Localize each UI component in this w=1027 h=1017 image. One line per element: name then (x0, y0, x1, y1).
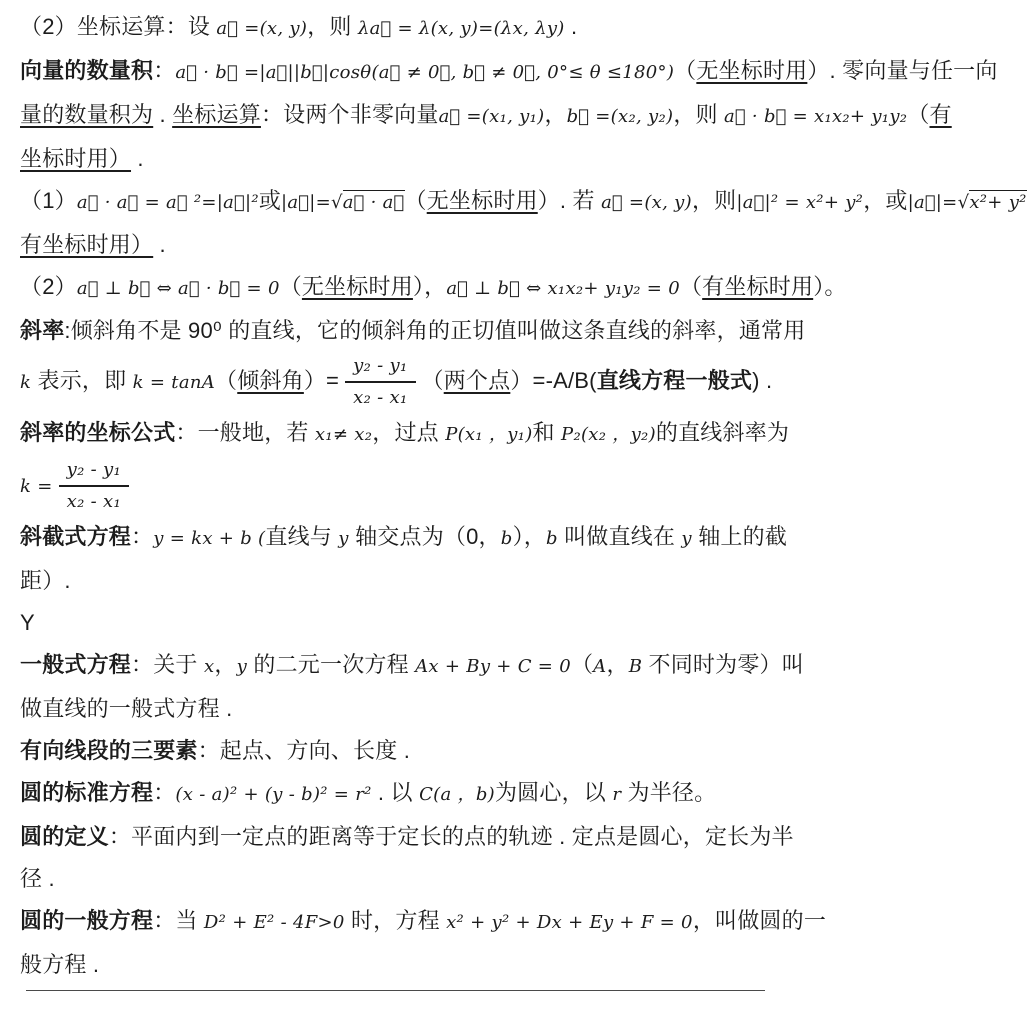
text-run: ）. 若 (537, 188, 602, 213)
text-run: . (153, 102, 173, 127)
text-run: 两个点 (443, 367, 511, 393)
document-content (20, 6, 1027, 986)
text-run: 距）. (20, 568, 71, 593)
text-run: b (545, 528, 558, 549)
text-run: x² + y² + Dx + Ey + F = 0 (446, 912, 693, 933)
text-run: 径 . (20, 866, 55, 891)
text-run: k = tanA (132, 371, 216, 393)
text-run: ， (606, 652, 629, 677)
text-run: （ (679, 274, 703, 299)
text-run: ，则 (673, 102, 725, 127)
text-run: 圆的标准方程 (20, 780, 154, 805)
text-run: 或 (258, 188, 282, 213)
text-run: ：平面内到一定点的距离等于定长的点的轨迹 . 定点是圆心，定长为半 (108, 824, 794, 849)
text-line (20, 352, 775, 412)
text-run: 有向线段的三要素 (20, 738, 198, 763)
text-run: （1） (20, 188, 77, 213)
text-run: ： (153, 58, 176, 83)
text-run: a⃗ · a⃗ = a⃗ ²=|a⃗|² (76, 192, 259, 213)
text-line (20, 688, 775, 730)
text-line (20, 602, 775, 644)
text-run: x (203, 656, 215, 677)
text-run: 坐标时用） (20, 146, 132, 171)
text-run: ， (214, 652, 237, 677)
text-run: ）。 (813, 274, 847, 299)
text-run: ）=-A/B( (510, 367, 597, 393)
text-run: 不同时为零）叫 (642, 652, 804, 677)
text-run: B (628, 656, 643, 677)
text-run: （ (421, 367, 444, 393)
text-run: a⃗ · b⃗ = x₁x₂+ y₁y₂ (724, 106, 908, 127)
text-run: ) . (752, 367, 773, 393)
text-run: 般方程 . (20, 952, 100, 977)
text-run: （ (404, 188, 427, 213)
text-run: ： (153, 780, 176, 805)
sqrt-expression: √a⃗ · a⃗ (331, 192, 405, 213)
text-run: A (593, 656, 607, 677)
text-run: y (338, 528, 349, 549)
text-line (20, 516, 788, 560)
text-run: 为圆心，以 (494, 780, 613, 805)
text-line (20, 816, 794, 858)
text-run: (x - a)² + (y - b)² = r² (175, 784, 372, 805)
text-run: （ (570, 652, 594, 677)
text-run: a⃗ ⊥ b⃗ ⇔ x₁x₂+ y₁y₂ = 0 (446, 278, 680, 299)
text-run: 的直线斜率为 (655, 420, 790, 445)
text-run: |a⃗|= (907, 192, 958, 213)
text-run: 斜截式方程 (20, 524, 132, 549)
text-run: y (681, 528, 692, 549)
text-run: ， (544, 102, 567, 127)
text-line (20, 94, 952, 138)
text-run: . (131, 146, 144, 171)
text-run: （ (215, 367, 238, 393)
text-run: 做直线的一般式方程 . (20, 696, 233, 721)
text-run: :倾斜角不是 90⁰ 的直线，它的倾斜角的正切值叫做这条直线的斜率，通常用 (64, 318, 806, 343)
text-run: ：关于 (131, 652, 204, 677)
text-line (20, 180, 1027, 224)
text-run: r (612, 784, 622, 805)
text-run: 有坐标时用） (20, 232, 154, 257)
text-run: 和 (532, 420, 562, 445)
text-run: ，或 (863, 188, 908, 213)
text-run: Y (20, 610, 35, 635)
sqrt-expression: √x²+ y² (957, 192, 1027, 213)
divider-line (26, 990, 765, 991)
text-run: 轴上的截 (691, 524, 788, 549)
text-run: λa⃗ = λ(x, y)=(λx, λy) (357, 18, 565, 39)
text-line (20, 456, 775, 516)
text-run: a⃗ =(x, y) (216, 18, 308, 39)
text-run: 无坐标时用 (696, 58, 808, 83)
text-run: 斜率的坐标公式 (20, 420, 176, 445)
text-run: 叫做直线在 (557, 524, 682, 549)
text-line (20, 224, 775, 266)
fraction: $\frac{\text{y₂ - y₁}}{\text{x₂ - x₁}}$ (59, 458, 129, 514)
text-run: 倾斜角 (237, 367, 304, 393)
text-run: 圆的定义 (20, 824, 109, 849)
text-line (20, 266, 847, 310)
text-run: ）. 零向量与任一向 (807, 58, 998, 83)
text-run: x₁≠ x₂ (314, 424, 373, 445)
text-run: 时，方程 (344, 908, 447, 933)
text-run: 直线方程一般式 (596, 367, 753, 393)
text-run: （2）坐标运算：设 (20, 14, 217, 39)
text-run: a⃗ ⊥ b⃗ ⇔ a⃗ · b⃗ = 0 (76, 278, 280, 299)
text-run: 轴交点为（0， (348, 524, 501, 549)
text-run: ，则 (307, 14, 358, 39)
text-run: ）= (303, 367, 340, 393)
text-run: P₂(x₂ ，y₂) (561, 424, 656, 445)
text-line (20, 944, 775, 986)
text-run: 的二元一次方程 (247, 652, 416, 677)
text-line (20, 730, 775, 772)
text-line (20, 900, 827, 944)
text-run: . (564, 14, 578, 39)
text-run: ，叫做圆的一 (692, 908, 827, 933)
text-run: 无坐标时用 (301, 274, 413, 299)
text-run: P(x₁ ，y₁) (445, 424, 533, 445)
text-run: a⃗ · b⃗ =|a⃗||b⃗|cosθ(a⃗ ≠ 0⃗, b⃗ ≠ 0⃗, 0°≤ θ ≤180°) (175, 62, 675, 83)
text-run: a⃗ =(x₁, y₁) (438, 106, 545, 127)
text-run: 圆的一般方程 (20, 908, 154, 933)
text-run: 坐标运算 (172, 102, 261, 127)
text-line (20, 138, 775, 180)
text-run: ：设两个非零向量 (260, 102, 439, 127)
text-run: a⃗ =(x, y) (601, 192, 692, 213)
text-run: k = (20, 475, 53, 497)
text-run: （ (674, 58, 697, 83)
fraction: $\frac{\text{y₂ - y₁}}{\text{x₂ - x₁}}$ (345, 354, 415, 410)
text-line (20, 50, 998, 94)
text-run: y = kx + b ( (153, 528, 266, 549)
text-run: （ (279, 274, 302, 299)
text-line (20, 412, 790, 456)
text-run: |a⃗|² = x²+ y² (736, 192, 864, 213)
text-run: . (153, 232, 166, 257)
text-run: 有 (929, 102, 952, 127)
text-run: 一般式方程 (20, 652, 132, 677)
text-run: ，则 (691, 188, 737, 213)
text-run: ）， (412, 274, 447, 299)
text-run: D² + E² - 4F>0 (203, 912, 345, 933)
text-run: . 以 (371, 780, 420, 805)
text-run: 量的数量积为 (20, 102, 154, 127)
text-run: ： (131, 524, 154, 549)
text-run: 为半径。 (621, 780, 717, 805)
text-run: y (236, 656, 248, 677)
text-line (20, 560, 775, 602)
text-run: k (20, 371, 32, 393)
text-run: ：起点、方向、长度 . (197, 738, 411, 763)
text-run: Ax + By + C = 0 (415, 656, 571, 677)
text-run: 斜率 (20, 318, 65, 343)
text-run: C(a ，b) (419, 784, 495, 805)
text-run: 直线与 (265, 524, 339, 549)
text-run: |a⃗|= (281, 192, 331, 213)
text-line (20, 644, 804, 688)
text-line (20, 6, 775, 50)
text-run: ：当 (153, 908, 204, 933)
text-run: 表示，即 (31, 367, 133, 393)
text-run: 无坐标时用 (426, 188, 538, 213)
text-run: ）， (512, 524, 546, 549)
text-run: （ (907, 102, 930, 127)
text-run: 向量的数量积 (20, 58, 154, 83)
text-run: ：一般地，若 (175, 420, 315, 445)
text-run: b (500, 528, 513, 549)
text-run: 有坐标时用 (702, 274, 814, 299)
text-line (20, 310, 806, 352)
text-run: b⃗ =(x₂, y₂) (566, 106, 674, 127)
text-line (20, 772, 775, 816)
text-run: （2） (20, 274, 77, 299)
text-line (20, 858, 775, 900)
text-run: ，过点 (372, 420, 446, 445)
